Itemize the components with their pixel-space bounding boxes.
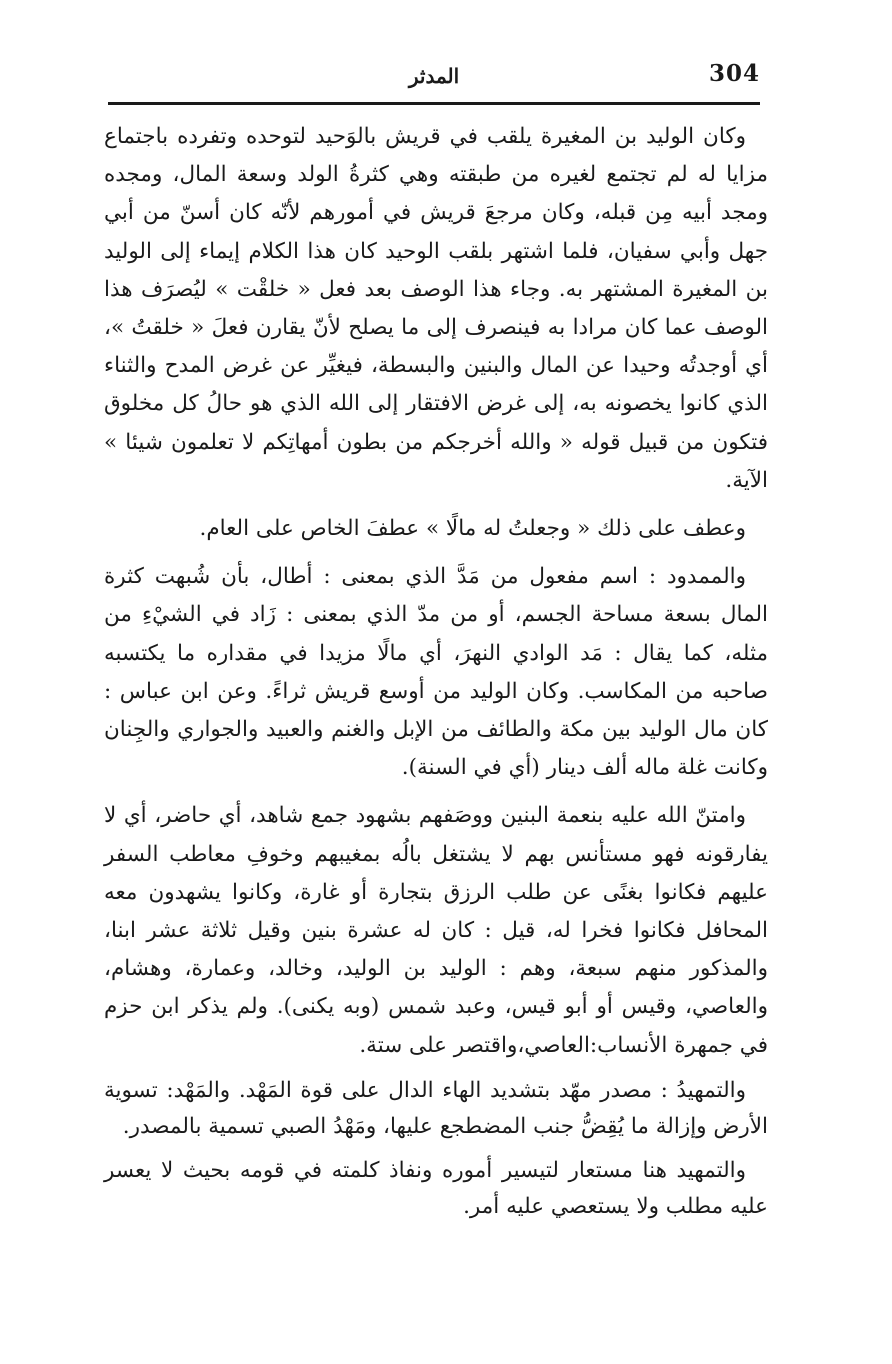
body-text — [104, 118, 768, 1225]
paragraph: والممدود : اسم مفعول من مَدَّ الذي بمعنى : أطال، بأن شُبهت كثرة المال بسعة مساحة الجسم، أو من مدّ الذي بمعنى : زَاد في الشيْءِ من مثله، كما يقال : مَد الوادي النهرَ، أي مالًا مزيدا في مقداره ما يكتسبه صاحبه من المكاسب. وكان الوليد من أوسع قريش ثراءً. وعن ابن عباس : كان مال الوليد بين مكة والطائف من الإبل والغنم والعبيد والجواري والجِنان وكانت غلة ماله ألف دينار (أي في السنة). — [104, 564, 768, 781]
running-title: المدثر — [408, 64, 460, 88]
page-number: 304 — [708, 60, 760, 87]
paragraph: والتمهيد هنا مستعار لتيسير أموره ونفاذ كلمته في قومه بحيث لا يعسر عليه مطلب ولا يستعصي عليه أمر. — [104, 1157, 768, 1219]
paragraph: وعطف على ذلك « وجعلتُ له مالًا » عطفَ الخاص على العام. — [199, 516, 746, 542]
header-rule — [108, 102, 760, 105]
paragraph: وامتنّ الله عليه بنعمة البنين ووصَفهم بشهود جمع شاهد، أي حاضر، أي لا يفارقونه فهو مستأنس بهم لا يشتغل بالُه بمغيبهم وخوفِ معاطب السفر عليهم فكانوا بغنًى عن طلب الرزق بتجارة أو غارة، وكانوا يشهدون معه المحافل فكانوا فخرا له، قيل : كان له عشرة بنين وقيل ثلاثة عشر ابنا، والمذكور منهم سبعة، وهم : الوليد بن الوليد، وخالد، وعمارة، وهشام، والعاصي، وقيس أو أبو قيس، وعبد شمس (وبه يكنى). ولم يذكر ابن حزم في جمهرة الأنساب:العاصي،واقتصر على ستة. — [104, 803, 768, 1058]
paragraph: وكان الوليد بن المغيرة يلقب في قريش بالوَحيد لتوحده وتفرده باجتماع مزايا له لم تجتمع لغيره من طبقته وهي كثرةُ الولد وسعة المال، ومجده ومجد أبيه مِن قبله، وكان مرجعَ قريش في أمورهم لأنّه كان أسنّ من أبي جهل وأبي سفيان، فلما اشتهر بلقب الوحيد كان هذا الكلام إيماء إلى الوليد بن المغيرة المشتهر به. وجاء هذا الوصف بعد فعل « خلقْت » ليُصرَف هذا الوصف عما كان مرادا به فينصرف إلى ما يصلح لأنّ يقارن فعلَ « خلقتُ »، أي أوجدتُه وحيدا عن المال والبنين والبسطة، فيغيِّر عن غرض المدح والثناء الذي كانوا يخصونه به، إلى غرض الافتقار إلى الله الذي هو حالُ كل مخلوق فتكون من قبيل قوله « والله أخرجكم من بطون أمهاتِكم لا تعلمون شيئا » الآية. — [104, 124, 768, 493]
paragraph: والتمهيدُ : مصدر مهّد بتشديد الهاء الدال على قوة المَهْد. والمَهْد: تسوية الأرض وإزالة ما يُقِضُّ جنب المضطجع عليها، ومَهْدُ الصبي تسمية بالمصدر. — [104, 1077, 768, 1139]
page-header — [108, 58, 760, 98]
